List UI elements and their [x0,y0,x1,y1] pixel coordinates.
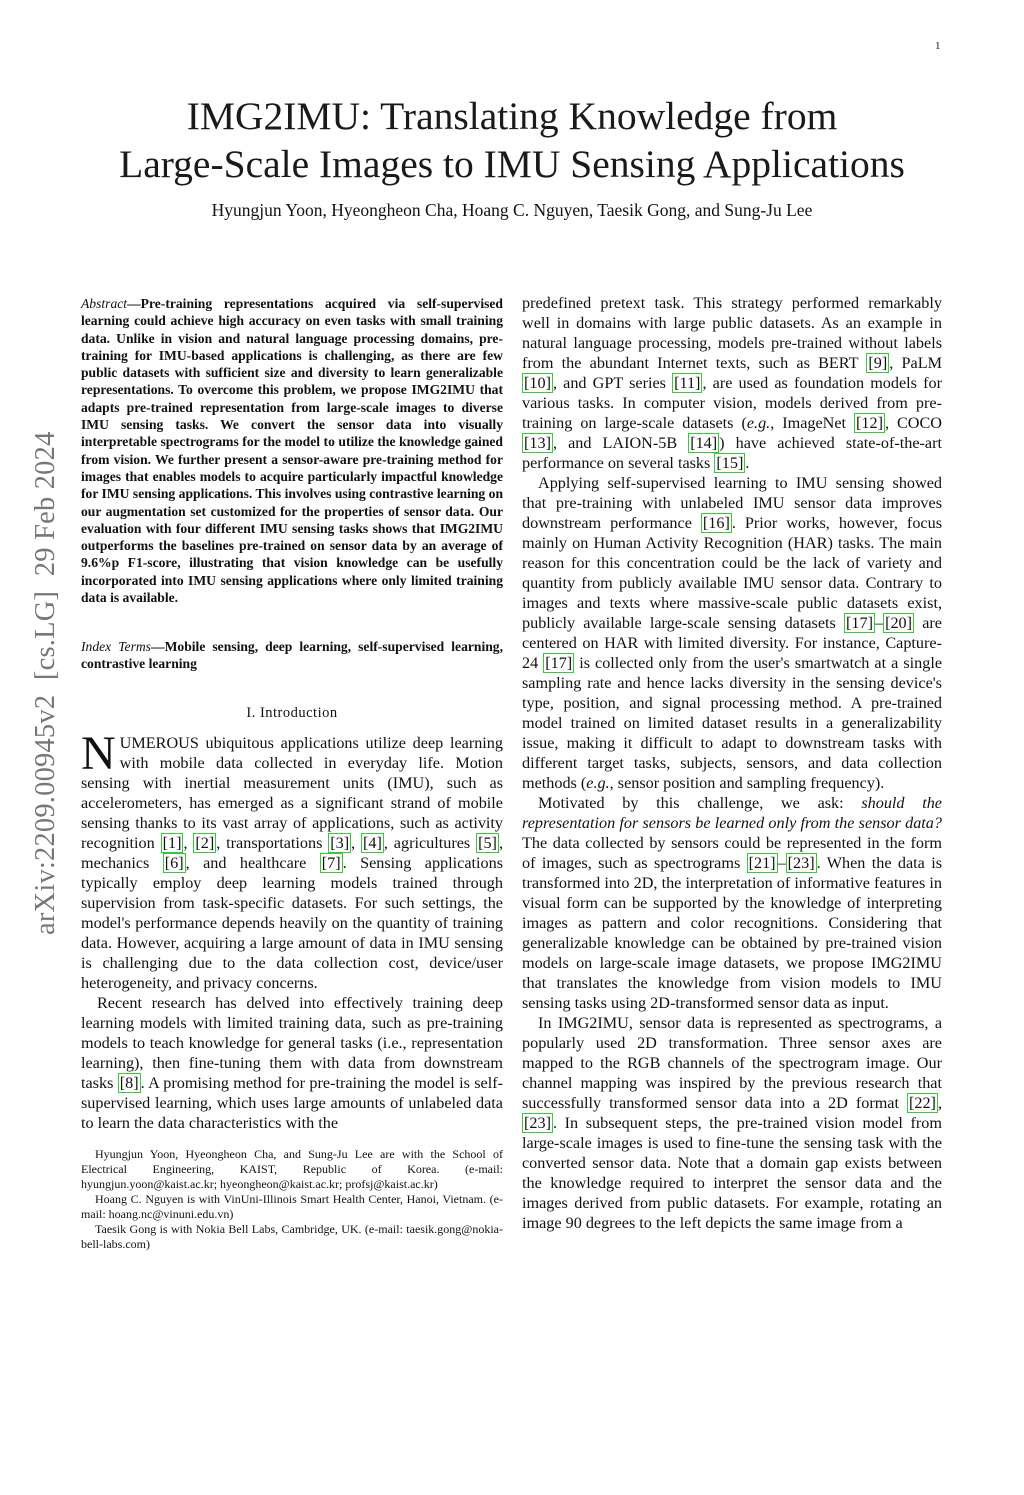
author-list: Hyungjun Yoon, Hyeongheon Cha, Hoang C. Nguyen, Taesik Gong, and Sung-Ju Lee [211,200,813,220]
page-number: 1 [935,40,941,52]
footnote-2: Hoang C. Nguyen is with VinUni-Illinois Smart Health Center, Hanoi, Vietnam. (e-mail: hoang.nc@vinuni.edu.vn) [81,1192,503,1221]
citation-link[interactable]: [21] [748,854,776,872]
citation-link[interactable]: [22] [908,1094,936,1112]
text-span: , and healthcare [185,854,320,872]
arxiv-identifier-text: arXiv:2209.00945v2 [cs.LG] 29 Feb 2024 [30,431,61,935]
text-span: Motivated by this challenge, we ask: [538,794,862,812]
citation-link[interactable]: [23] [787,854,815,872]
intro-p1-rest: However, acquiring a large amount of data in IMU sensing is challenging due to the data collection cost, device/user heterogeneity, and privacy concerns. [81,934,503,992]
citation-link[interactable]: [10] [524,374,551,392]
text-span: , [183,834,194,852]
paper-title-line-2: Large-Scale Images to IMU Sensing Applications [119,142,905,186]
arxiv-identifier [30,431,61,1495]
text-span: The data collected by sensors could be represented in the form of images, such as spectrograms [522,834,942,872]
right-paragraph-2 [522,473,942,793]
text-span: predefined pretext task. This strategy performed remarkably well in domains with large public datasets. As an example in natural language processing, models pre-trained without labels from the abundant Internet texts, such as BERT [522,294,942,372]
research-question: should the representation for sensors be learned only from the sensor data? [522,794,942,832]
index-terms-text: —Mobile sensing, deep learning, self-supervised learning, contrastive learning [81,639,503,672]
text-span: are centered on HAR with limited diversity. For instance, Capture-24 [522,614,942,672]
citation-link[interactable]: [1] [162,834,182,852]
drop-cap: N [81,727,116,780]
index-terms-label: Index Terms [81,639,151,654]
text-span: , mechanics [81,834,503,872]
citation-link[interactable]: [6] [164,854,184,872]
abstract-text: —Pre-training representations acquired via self-supervised learning could achieve high accuracy on even tasks with small training data. Unlike in vision and natural language processing domains, pre-training for IMU-based applications is challenging, as there are few public datasets with sufficient size and diversity to learn generalizable representations. To overcome this problem, we propose IMG2IMU that adapts pre-trained representation from large-scale images to diverse IMU sensing tasks. We convert the sensor data into visually interpretable spectrograms for the model to utilize the knowledge gained from vision. We further present a sensor-aware pre-training method for images that enables models to acquire particularly impactful knowledge for IMU sensing applications. This involves using contrastive learning on our augmentation set customized for the properties of sensor data. Our evaluation with four different IMU sensing tasks shows that IMG2IMU outperforms the baselines pre-trained on sensor data by an average of 9.6%p F1-score, illustrating that vision knowledge can be usefully incorporated into IMU sensing applications where only limited training data is available. [81,296,503,606]
citation-link[interactable]: [3] [330,834,350,852]
citation-link[interactable]: [20] [885,614,913,632]
abstract-label: Abstract [81,296,128,311]
citation-link[interactable]: [15] [716,454,744,472]
text-span: , and LAION-5B [552,434,689,452]
text-span: . In subsequent steps, the pre-trained vision model from large-scale images is used to fine-tune the sensing task with the converted sensor data. Note that a domain gap exists between the knowledge required to interpret the sensor data and the images derived from public datasets. For example, rotating an image 90 degrees to the left depicts the same image from a [522,1114,942,1232]
text-span: . Sensing applications typically employ deep learning models trained through supervision from task-specific datasets. For such settings, the model's performance depends heavily on the quantity of training data. [81,854,503,952]
intro-p1-lead: UMEROUS ubiquitous applications utilize deep learning with mobile data collected in everyday life. Motion sensing with inertial measurement units (IMU), such as accelerometers, has emerged as a significant strand of mobile sensing thanks to its vast array of applications, such as activity recognition [81,734,503,852]
text-span: , agricultures [383,834,477,852]
citation-link[interactable]: [12] [856,414,883,432]
intro-paragraph-1 [81,727,503,993]
right-paragraph-4 [522,1013,942,1233]
citation-link[interactable]: [14] [690,434,718,452]
text-span: – [777,854,786,872]
text-span: e.g. [586,774,610,792]
citation-link[interactable]: [17] [846,614,873,632]
paper-title-line-1: IMG2IMU: Translating Knowledge from [186,94,838,138]
text-span: . Prior works, however, focus mainly on Human Activity Recognition (HAR) tasks. The main reason for this concentration could be the lack of variety and quantity from publicly available IMU sensor data. Contrary to images and texts where massive-scale public datasets exist, publicly available large-scale sensing datasets [522,514,942,632]
footnote-1: Hyungjun Yoon, Hyeongheon Cha, and Sung-Ju Lee are with the School of Electrical Engineering, KAIST, Republic of Korea. (e-mail: hyungjun.yoon@kaist.ac.kr; hyeongheon@kaist.ac.kr; profsj@kaist.ac.kr) [81,1147,503,1191]
citation-link[interactable]: [17] [545,654,573,672]
text-span: , [937,1094,942,1112]
citation-link[interactable]: [23] [524,1114,551,1132]
right-paragraph-1 [522,293,942,473]
text-span: is collected only from the user's smartwatch at a single sampling rate and hence lacks diversity in the sensing device's type, position, and signal processing method. A pre-trained model trained on limited dataset results in a generalizability issue, making it difficult to adapt to downstream tasks with different target tasks, subjects, sensors, and data collection methods ( [522,654,942,792]
citation-link[interactable]: [4] [363,834,382,852]
text-span: , transportations [216,834,329,852]
footnote-3: Taesik Gong is with Nokia Bell Labs, Cambridge, UK. (e-mail: taesik.gong@nokia-bell-labs.com) [81,1222,503,1251]
text-span: ) have achieved state-of-the-art performance on several tasks [522,434,942,472]
text-span: , [351,834,362,852]
text-span: – [874,614,884,632]
footnotes [81,1147,503,1252]
text-span: , COCO [885,414,942,432]
text-span: , ImageNet [770,414,855,432]
citation-link[interactable]: [11] [674,374,701,392]
text-span: Applying self-supervised learning to IMU sensing showed that pre-training with unlabeled IMU sensor data improves downstream performance [522,474,942,532]
abstract [81,295,503,606]
text-span: . When the data is transformed into 2D, the interpretation of informative features in visual form can be supported by the knowledge of interpreting images as pattern and color recognitions. Considering that generalizable knowledge can be obtained by pre-trained vision models on large-scale image datasets, we propose IMG2IMU that translates the knowledge from vision models to IMU sensing tasks using 2D-transformed sensor data as input. [522,854,942,1012]
text-span: In IMG2IMU, sensor data is represented as spectrograms, a popularly used 2D transformation. Three sensor axes are mapped to the RGB channels of the spectrogram image. Our channel mapping was inspired by the previous research that successfully transformed sensor data into a 2D format [522,1014,942,1112]
section-heading-introduction: I. Introduction [246,705,338,721]
citation-link[interactable]: [5] [478,834,497,852]
intro-body [81,727,503,1133]
text-span: e.g. [746,414,771,432]
citation-link[interactable]: [7] [321,854,341,872]
citation-link[interactable]: [8] [119,1074,139,1092]
text-span: , PaLM [889,354,942,372]
text-span: . [745,454,750,472]
citation-link[interactable]: [13] [524,434,551,452]
right-column [522,293,942,1233]
citation-link[interactable]: [9] [868,354,888,372]
text-span: Recent research has delved into effectively training deep learning models with limited training data, such as pre-training models to teach knowledge for general tasks (i.e., representation learning), then fine-tuning them with data from downstream tasks [81,994,503,1092]
text-span: , are used as foundation models for various tasks. In computer vision, models derived from pre-training on large-scale datasets ( [522,374,942,432]
text-span: . A promising method for pre-training the model is self-supervised learning, which uses large amounts of unlabeled data to learn the data characteristics with the [81,1074,503,1132]
intro-paragraph-2 [81,993,503,1133]
citation-link[interactable]: [16] [702,514,730,532]
text-span: , sensor position and sampling frequency). [609,774,885,792]
right-paragraph-3 [522,793,942,1013]
index-terms [81,638,503,673]
citation-link[interactable]: [2] [195,834,215,852]
text-span: , and GPT series [552,374,673,392]
